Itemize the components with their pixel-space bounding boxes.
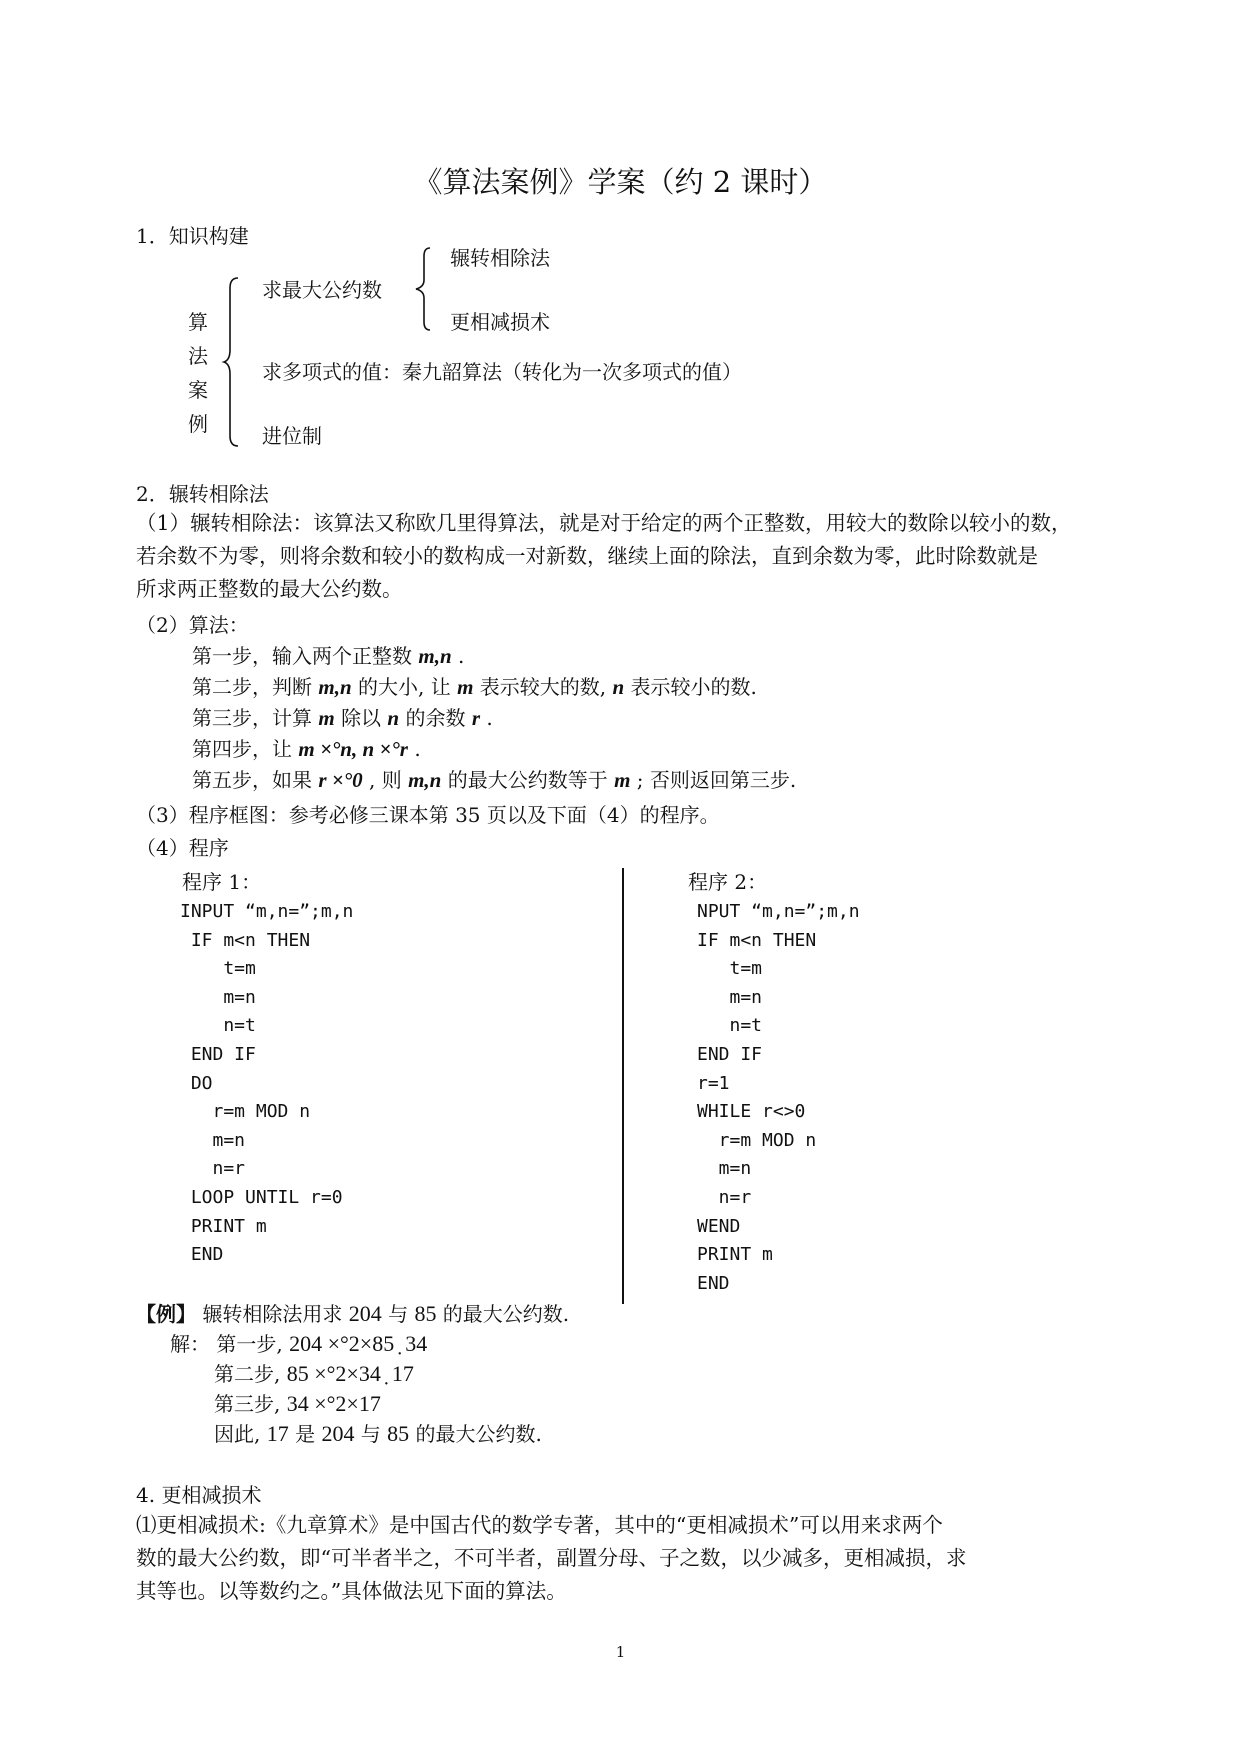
step2-end: 表示较小的数. <box>630 675 757 699</box>
step5-mid: , 则 <box>369 768 402 792</box>
conclusion-number3: 85 <box>387 1421 410 1446</box>
code-line: END <box>180 1244 224 1266</box>
step4-math: m ×°n, n ×°r <box>298 737 408 761</box>
solution-step2-math: 85 ×°2×34 ̣ 17 <box>286 1361 414 1386</box>
section1-heading: 1．知识构建 <box>136 224 249 248</box>
example-statement <box>136 1298 569 1327</box>
euclid-definition <box>136 507 1116 606</box>
page-title: 《算法案例》学案（约 2 课时） <box>413 165 828 199</box>
step5-text: 第五步，如果 <box>192 768 312 792</box>
algorithm-step4 <box>192 733 421 762</box>
code-line: IF m<n THEN <box>180 929 311 951</box>
solution-step1 <box>170 1328 427 1357</box>
example-number2: 85 <box>414 1301 437 1326</box>
code-line: END <box>697 1272 730 1294</box>
tree-branch-poly: 求多项式的值：秦九韶算法（转化为一次多项式的值） <box>262 360 742 384</box>
gengxiang-definition-line2: 数的最大公约数，即“可半者半之，不可半者，副置分母、子之数，以少减多，更相减损，求 <box>136 1546 967 1570</box>
code-line: WHILE r<>0 <box>697 1101 806 1123</box>
gengxiang-definition <box>136 1509 1116 1608</box>
solution-step1-text: 第一步, <box>216 1332 283 1356</box>
code-line: IF m<n THEN <box>697 929 817 951</box>
step2-text: 第二步，判断 <box>192 675 312 699</box>
code-line: END IF <box>180 1043 256 1065</box>
code-line: NPUT “m,n=”;m,n <box>697 901 860 922</box>
algorithm-step1 <box>192 640 464 669</box>
program-divider <box>622 868 624 1304</box>
step3-mid2: 的余数 <box>405 706 466 730</box>
tree-branch-base: 进位制 <box>262 424 322 448</box>
program2-code <box>697 898 860 1298</box>
solution-conclusion <box>214 1418 542 1447</box>
step2-math2: m <box>457 675 474 699</box>
conclusion-mid2: 与 <box>360 1422 381 1446</box>
main-brace-icon <box>222 276 242 448</box>
step3-math2: n <box>387 706 400 730</box>
tree-gcd-sub1: 辗转相除法 <box>450 246 550 270</box>
tree-branch-gcd: 求最大公约数 <box>262 278 382 302</box>
step5-math1: r ×°0 <box>318 768 363 792</box>
example-end: 的最大公约数. <box>442 1302 570 1326</box>
conclusion-mid1: 是 <box>295 1422 316 1446</box>
tree-root-char-2: 法 <box>188 344 208 368</box>
program2-title: 程序 2： <box>688 870 768 894</box>
gengxiang-definition-line3: 其等也。以等数约之。”具体做法见下面的算法。 <box>136 1579 567 1603</box>
code-line: t=m <box>180 958 256 980</box>
solution-step3-math: 34 ×°2×17 <box>286 1391 381 1416</box>
tree-root-char-3: 案 <box>188 378 208 402</box>
euclid-definition-line2: 若余数不为零，则将余数和较小的数构成一对新数，继续上面的除法，直到余数为零，此时除数就是 <box>136 544 1038 568</box>
step4-text: 第四步，让 <box>192 737 292 761</box>
section4-heading: 4. 更相减损术 <box>136 1483 262 1507</box>
step3-math3: r <box>471 706 481 730</box>
solution-step2-text: 第二步, <box>214 1362 281 1386</box>
step2-math3: n <box>612 675 625 699</box>
algorithm-step2 <box>192 671 757 700</box>
code-line: m=n <box>180 1129 246 1151</box>
code-line: t=m <box>697 958 763 980</box>
code-line: r=m MOD n <box>697 1129 817 1151</box>
flowchart-note: （3）程序框图：参考必修三课本第 35 页以及下面（4）的程序。 <box>136 803 720 827</box>
code-line: r=m MOD n <box>180 1101 311 1123</box>
solution-step1-math: 204 ×°2×85 ̣ 34 <box>289 1331 428 1356</box>
algorithm-step3 <box>192 702 493 731</box>
conclusion-text: 因此, <box>214 1422 261 1446</box>
solution-label: 解： <box>170 1332 210 1356</box>
step3-mid: 除以 <box>341 706 382 730</box>
step5-end: ; 否则返回第三步. <box>636 768 797 792</box>
tree-root-char-4: 例 <box>188 412 208 436</box>
code-line: END IF <box>697 1043 763 1065</box>
euclid-definition-line3: 所求两正整数的最大公约数。 <box>136 577 403 601</box>
step1-math: m,n <box>418 644 452 668</box>
code-line: m=n <box>180 986 256 1008</box>
conclusion-number2: 204 <box>321 1421 355 1446</box>
step2-mid1: 的大小, 让 <box>357 675 451 699</box>
step5-mid2: 的最大公约数等于 <box>447 768 608 792</box>
code-line: n=t <box>697 1015 763 1037</box>
step2-math1: m,n <box>318 675 352 699</box>
code-line: INPUT “m,n=”;m,n <box>180 901 354 922</box>
code-line: r=1 <box>697 1072 730 1094</box>
code-line: WEND <box>697 1215 741 1237</box>
step4-end: . <box>414 737 421 761</box>
code-line: DO <box>180 1072 213 1094</box>
program1-code <box>180 898 353 1270</box>
step5-math3: m <box>614 768 631 792</box>
example-number1: 204 <box>348 1301 382 1326</box>
step2-mid2: 表示较大的数, <box>479 675 607 699</box>
program-label: （4）程序 <box>136 836 229 860</box>
tree-root-char-1: 算 <box>188 310 208 334</box>
code-line: n=t <box>180 1015 256 1037</box>
code-line: n=r <box>180 1158 246 1180</box>
tree-gcd-sub2: 更相减损术 <box>450 310 550 334</box>
section2-heading: 2．辗转相除法 <box>136 482 269 506</box>
step3-text: 第三步，计算 <box>192 706 312 730</box>
solution-step3-text: 第三步, <box>214 1392 281 1416</box>
step3-end: . <box>486 706 493 730</box>
code-line: m=n <box>697 986 763 1008</box>
code-line: PRINT m <box>697 1244 773 1266</box>
conclusion-end: 的最大公约数. <box>415 1422 542 1446</box>
solution-step3 <box>214 1388 381 1417</box>
step1-text: 第一步，输入两个正整数 <box>192 644 412 668</box>
step5-math2: m,n <box>408 768 442 792</box>
conclusion-number1: 17 <box>266 1421 289 1446</box>
example-label: 【例】 <box>136 1302 196 1326</box>
step1-end: . <box>457 644 465 668</box>
gcd-brace-icon <box>414 246 434 332</box>
solution-step2 <box>214 1358 414 1387</box>
code-line: LOOP UNTIL r=0 <box>180 1186 343 1208</box>
euclid-definition-line1: （1）辗转相除法：该算法又称欧几里得算法，就是对于给定的两个正整数，用较大的数除以较小的数， <box>136 511 1072 535</box>
page-number: 1 <box>615 1643 626 1661</box>
algorithm-step5 <box>192 764 796 793</box>
example-mid: 与 <box>388 1302 409 1326</box>
step3-math1: m <box>318 706 335 730</box>
algorithm-label: （2）算法： <box>136 613 249 637</box>
gengxiang-definition-line1: ⑴更相减损术:《九章算术》是中国古代的数学专著，其中的“更相减损术”可以用来求两个 <box>136 1513 943 1537</box>
example-text: 辗转相除法用求 <box>202 1302 343 1326</box>
code-line: n=r <box>697 1186 752 1208</box>
code-line: m=n <box>697 1158 752 1180</box>
code-line: PRINT m <box>180 1215 267 1237</box>
program1-title: 程序 1： <box>182 870 262 894</box>
